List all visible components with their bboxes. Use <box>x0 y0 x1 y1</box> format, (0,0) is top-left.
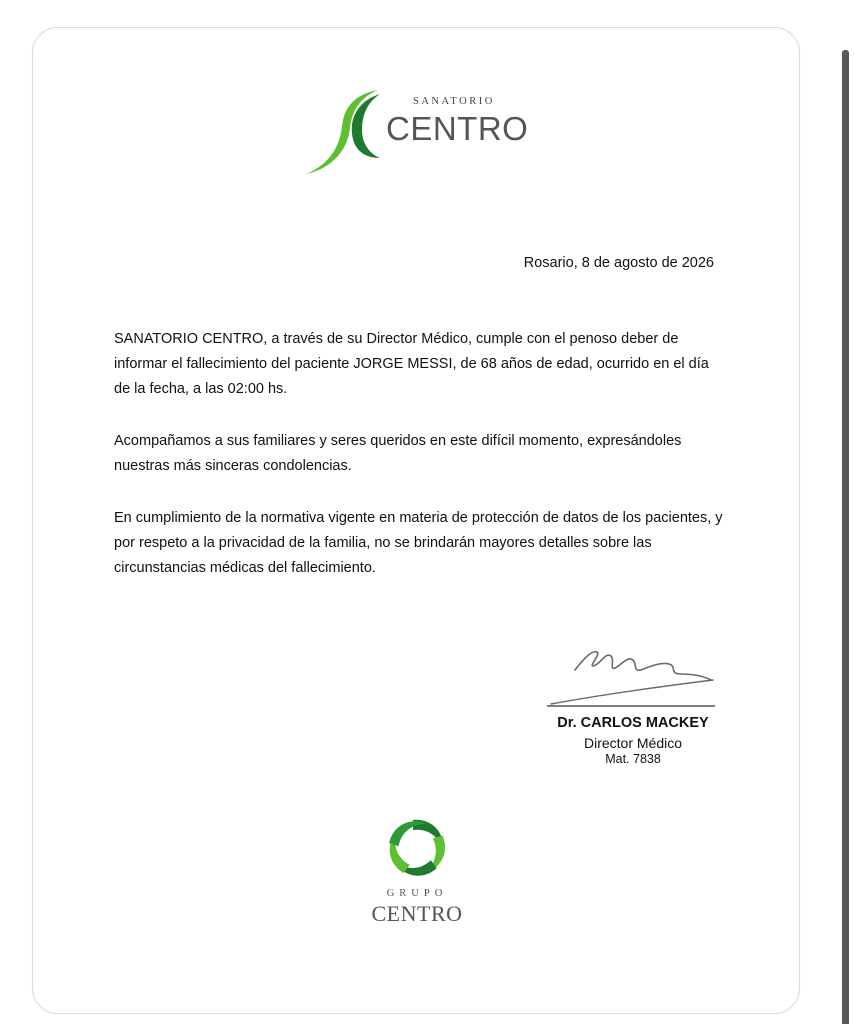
sanatorio-centro-logo <box>300 86 540 178</box>
signer-registration: Mat. 7838 <box>605 752 661 766</box>
footer-logo-small-text: GRUPO <box>386 888 448 899</box>
logo-big-text: CENTRO <box>386 110 529 147</box>
paragraph-privacy: En cumplimiento de la normativa vigente en materia de protección de datos de los pacientes, y por respeto a la privacidad de la familia, no se brindarán mayores detalles sobre las circunstancias médicas del fallecimiento. <box>114 510 723 576</box>
letter-date: Rosario, 8 de agosto de 2026 <box>523 255 714 271</box>
handwritten-signature-icon <box>545 640 721 712</box>
green-swoosh-logo-icon <box>300 86 390 178</box>
signer-title: Director Médico <box>583 735 683 751</box>
grupo-centro-logo <box>357 815 477 935</box>
paragraph-condolences: Acompañamos a sus familiares y seres queridos en este difícil momento, expresándoles nuestras más sinceras condolencias. <box>114 433 682 474</box>
footer-logo-big-text: CENTRO <box>371 901 463 926</box>
signer-name: Dr. CARLOS MACKEY <box>557 715 709 731</box>
green-swirl-logo-icon <box>385 815 449 881</box>
signature-block <box>545 640 721 770</box>
scrollbar[interactable] <box>842 50 849 1024</box>
logo-small-text: SANATORIO <box>413 96 495 107</box>
paragraph-announcement: SANATORIO CENTRO, a través de su Director Médico, cumple con el penoso deber de informar el fallecimiento del paciente JORGE MESSI, de 68 años de edad, ocurrido en el día de la fecha, a las 02:00 hs. <box>114 331 709 397</box>
